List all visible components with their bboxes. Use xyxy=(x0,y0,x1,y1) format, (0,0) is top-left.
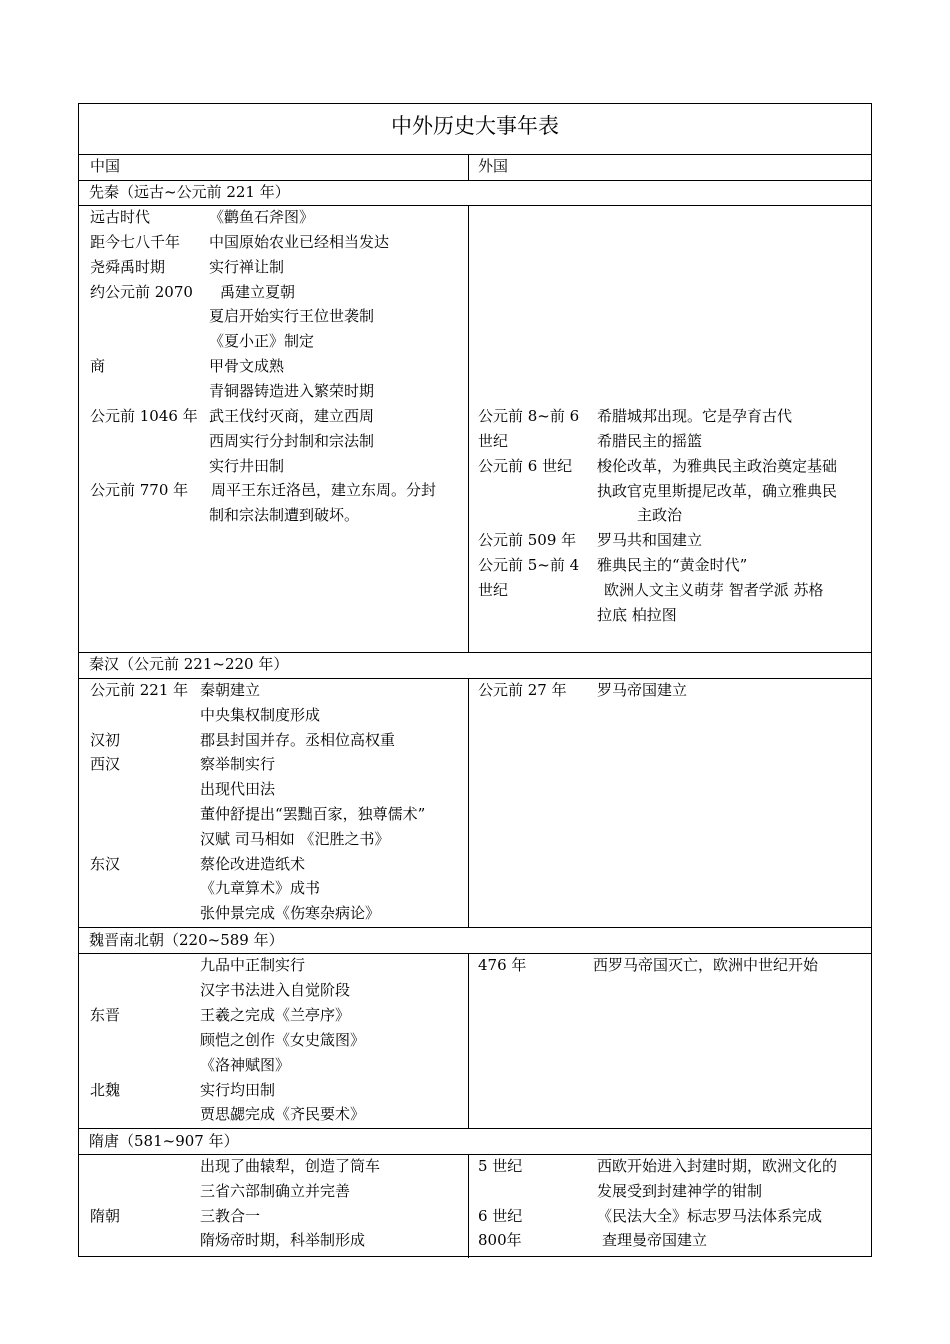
event-description: 实行井田制 xyxy=(209,457,285,475)
event-date: 公元前 221 年 xyxy=(90,681,189,699)
event-date: 公元前 770 年 xyxy=(90,481,189,499)
column-divider xyxy=(468,205,469,652)
event-date: 距今七八千年 xyxy=(90,233,181,251)
event-description: 青铜器铸造进入繁荣时期 xyxy=(209,382,375,400)
event-description: 三教合一 xyxy=(200,1207,261,1225)
event-date: 800年 xyxy=(478,1231,522,1249)
event-description: 实行均田制 xyxy=(200,1081,276,1099)
event-description: 三省六部制确立并完善 xyxy=(200,1182,351,1200)
row-divider xyxy=(79,927,871,928)
event-date: 公元前 27 年 xyxy=(478,681,567,699)
column-divider xyxy=(468,1154,469,1258)
event-description: 希腊城邦出现。它是孕育古代 xyxy=(597,407,793,425)
event-date: 476 年 xyxy=(478,956,527,974)
event-description: 《民法大全》标志罗马法体系完成 xyxy=(597,1207,823,1225)
event-description: 甲骨文成熟 xyxy=(209,357,285,375)
event-description: 梭伦改革，为雅典民主政治奠定基础 xyxy=(597,457,838,475)
chronology-table xyxy=(78,103,872,1257)
event-description: 秦朝建立 xyxy=(200,681,261,699)
event-description: 制和宗法制遭到破坏。 xyxy=(209,506,360,524)
row-divider xyxy=(79,678,871,679)
event-description: 中央集权制度形成 xyxy=(200,706,321,724)
event-date: 公元前 5~前 4 xyxy=(478,556,580,574)
event-date: 6 世纪 xyxy=(478,1207,523,1225)
event-description: 察举制实行 xyxy=(200,755,276,773)
event-description: 《夏小正》制定 xyxy=(209,332,315,350)
event-description: 夏启开始实行王位世袭制 xyxy=(209,307,375,325)
event-description: 出现代田法 xyxy=(200,780,276,798)
event-description: 欧洲人文主义萌芽 智者学派 苏格 xyxy=(604,581,824,599)
event-description: 西周实行分封制和宗法制 xyxy=(209,432,375,450)
period-header-suitang: 隋唐（581~907 年） xyxy=(89,1132,239,1150)
event-description: 《鹳鱼石斧图》 xyxy=(209,208,315,226)
event-description: 《九章算术》成书 xyxy=(200,879,321,897)
event-description: 发展受到封建神学的钳制 xyxy=(597,1182,763,1200)
column-divider xyxy=(468,154,469,180)
event-description: 贾思勰完成《齐民要术》 xyxy=(200,1105,366,1123)
event-date: 西汉 xyxy=(90,755,121,773)
event-date: 东汉 xyxy=(90,855,121,873)
event-date: 5 世纪 xyxy=(478,1157,523,1175)
header-foreign: 外国 xyxy=(478,157,509,175)
event-description: 董仲舒提出“罢黜百家，独尊儒术” xyxy=(200,805,426,823)
event-description: 中国原始农业已经相当发达 xyxy=(209,233,390,251)
row-divider xyxy=(79,1154,871,1155)
event-description: 九品中正制实行 xyxy=(200,956,306,974)
header-china: 中国 xyxy=(90,157,121,175)
event-date: 公元前 8~前 6 xyxy=(478,407,580,425)
event-date: 公元前 1046 年 xyxy=(90,407,198,425)
event-date: 商 xyxy=(90,357,106,375)
event-date: 隋朝 xyxy=(90,1207,121,1225)
event-description: 武王伐纣灭商，建立西周 xyxy=(209,407,375,425)
row-divider xyxy=(79,953,871,954)
period-header-qinhan: 秦汉（公元前 221~220 年） xyxy=(89,655,289,673)
period-header-weijin: 魏晋南北朝（220~589 年） xyxy=(89,931,284,949)
event-description: 实行禅让制 xyxy=(209,258,285,276)
table-title: 中外历史大事年表 xyxy=(391,114,559,138)
event-description: 拉底 柏拉图 xyxy=(597,606,677,624)
row-divider xyxy=(79,154,871,155)
event-description: 西罗马帝国灭亡，欧洲中世纪开始 xyxy=(593,956,819,974)
event-description: 查理曼帝国建立 xyxy=(602,1231,708,1249)
event-description: 顾恺之创作《女史箴图》 xyxy=(200,1031,366,1049)
event-date: 约公元前 2070 xyxy=(90,283,193,301)
event-description: 张仲景完成《伤寒杂病论》 xyxy=(200,904,381,922)
event-description: 汉赋 司马相如 《汜胜之书》 xyxy=(200,830,390,848)
row-divider xyxy=(79,1128,871,1129)
event-date: 世纪 xyxy=(478,581,509,599)
event-description: 隋炀帝时期，科举制形成 xyxy=(200,1231,366,1249)
event-description: 执政官克里斯提尼改革，确立雅典民 xyxy=(597,482,838,500)
event-description: 汉字书法进入自觉阶段 xyxy=(200,981,351,999)
event-description: 王羲之完成《兰亭序》 xyxy=(200,1006,351,1024)
row-divider xyxy=(79,180,871,181)
event-date: 尧舜禹时期 xyxy=(90,258,166,276)
event-date: 北魏 xyxy=(90,1081,121,1099)
event-description: 《洛神赋图》 xyxy=(200,1056,291,1074)
event-date: 汉初 xyxy=(90,731,121,749)
event-description: 希腊民主的摇篮 xyxy=(597,432,703,450)
column-divider xyxy=(468,953,469,1128)
event-date: 东晋 xyxy=(90,1006,121,1024)
event-description: 罗马帝国建立 xyxy=(597,681,688,699)
event-date: 公元前 509 年 xyxy=(478,531,577,549)
row-divider xyxy=(79,652,871,653)
period-header-xianqin: 先秦（远古~公元前 221 年） xyxy=(89,183,290,201)
row-divider xyxy=(79,205,871,206)
event-date: 远古时代 xyxy=(90,208,151,226)
event-description: 雅典民主的“黄金时代” xyxy=(597,556,748,574)
event-description: 周平王东迁洛邑，建立东周。分封 xyxy=(211,481,437,499)
event-date: 公元前 6 世纪 xyxy=(478,457,573,475)
event-description: 主政治 xyxy=(637,506,683,524)
event-description: 出现了曲辕犁，创造了筒车 xyxy=(200,1157,381,1175)
event-description: 西欧开始进入封建时期，欧洲文化的 xyxy=(597,1157,838,1175)
event-description: 禹建立夏朝 xyxy=(220,283,296,301)
event-description: 郡县封国并存。丞相位高权重 xyxy=(200,731,396,749)
event-date: 世纪 xyxy=(478,432,509,450)
event-description: 蔡伦改进造纸术 xyxy=(200,855,306,873)
event-description: 罗马共和国建立 xyxy=(597,531,703,549)
column-divider xyxy=(468,678,469,927)
